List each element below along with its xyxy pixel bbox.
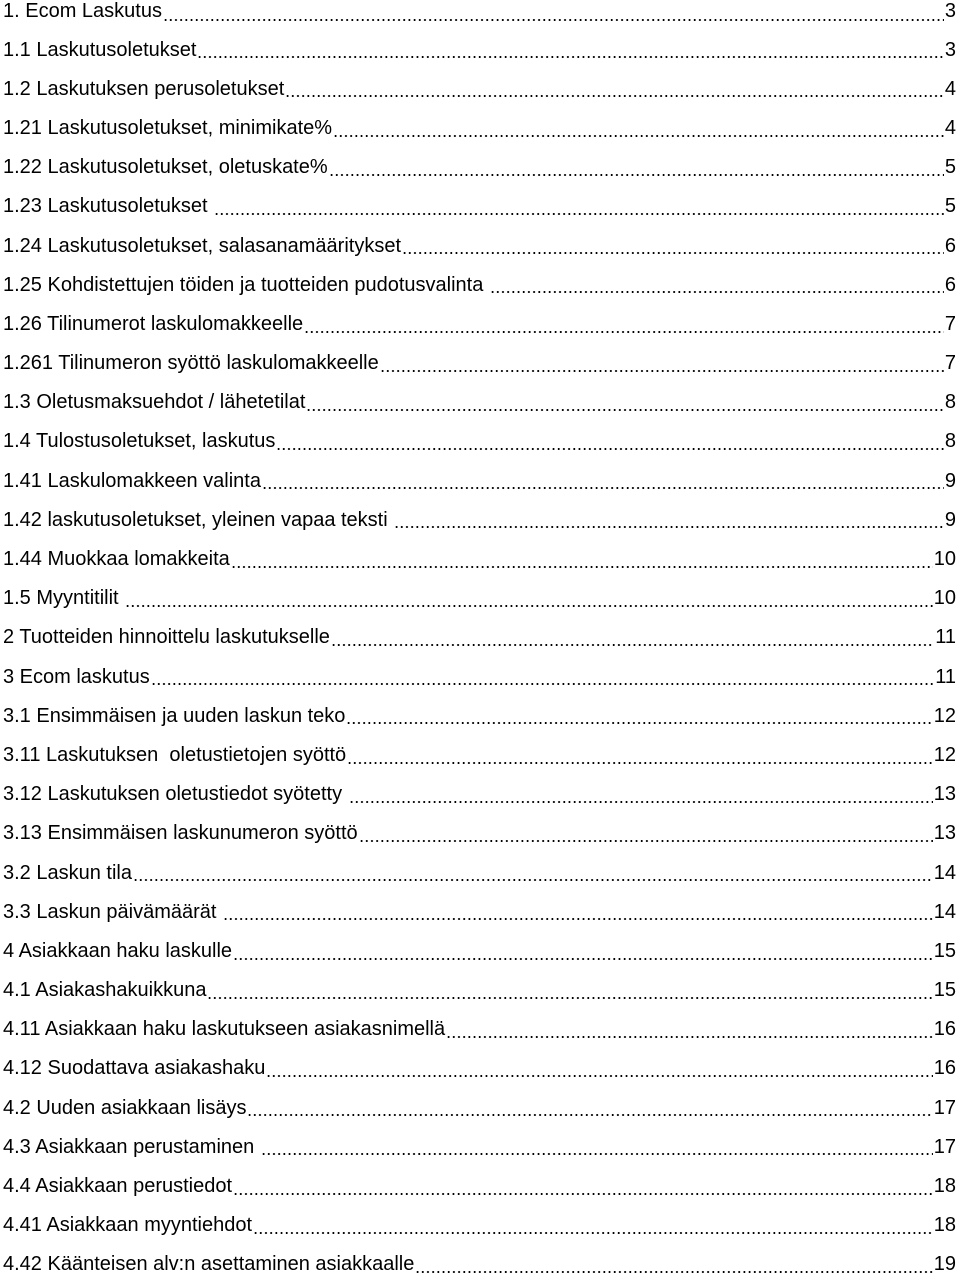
toc-entry-title[interactable]: 4.4 Asiakkaan perustiedot bbox=[3, 1175, 233, 1198]
toc-entry-page-number[interactable]: 7 bbox=[944, 352, 956, 375]
toc-entry-page-number[interactable]: 19 bbox=[933, 1253, 956, 1276]
toc-entry[interactable] bbox=[0, 226, 960, 265]
toc-dot-leader bbox=[304, 330, 944, 334]
toc-entry[interactable] bbox=[0, 735, 960, 774]
toc-entry[interactable] bbox=[0, 148, 960, 187]
toc-entry[interactable] bbox=[0, 187, 960, 226]
toc-entry-title[interactable]: 1. Ecom Laskutus bbox=[3, 0, 162, 22]
toc-entry-page-number[interactable]: 7 bbox=[944, 312, 956, 335]
toc-entry-page-number[interactable]: 16 bbox=[933, 1057, 956, 1080]
toc-entry[interactable] bbox=[0, 461, 960, 500]
toc-entry[interactable] bbox=[0, 971, 960, 1010]
toc-entry[interactable] bbox=[0, 1049, 960, 1088]
toc-entry-title[interactable]: 3.3 Laskun päivämäärät bbox=[3, 900, 223, 923]
toc-dot-leader bbox=[266, 1074, 932, 1078]
toc-dot-leader bbox=[349, 800, 933, 804]
toc-dot-leader bbox=[262, 486, 944, 490]
toc-entry-title[interactable]: 3.11 Laskutuksen oletustietojen syöttö bbox=[3, 743, 347, 766]
toc-entry[interactable] bbox=[0, 814, 960, 853]
toc-entry-title[interactable]: 4.12 Suodattava asiakashaku bbox=[3, 1057, 266, 1080]
toc-entry-title[interactable]: 1.21 Laskutusoletukset, minimikate% bbox=[3, 116, 333, 139]
toc-dot-leader bbox=[151, 682, 935, 686]
toc-entry-page-number[interactable]: 8 bbox=[944, 430, 956, 453]
toc-entry-page-number[interactable]: 18 bbox=[933, 1175, 956, 1198]
toc-dot-leader bbox=[415, 1270, 932, 1274]
toc-entry[interactable] bbox=[0, 304, 960, 343]
toc-dot-leader bbox=[207, 996, 932, 1000]
toc-dot-leader bbox=[329, 173, 944, 177]
toc-dot-leader bbox=[359, 839, 933, 843]
toc-entry-page-number[interactable]: 15 bbox=[933, 939, 956, 962]
toc-dot-leader bbox=[331, 643, 934, 647]
toc-dot-leader bbox=[253, 1231, 933, 1235]
toc-dot-leader bbox=[285, 94, 944, 98]
toc-entry-title[interactable]: 1.2 Laskutuksen perusoletukset bbox=[3, 77, 285, 100]
toc-dot-leader bbox=[276, 447, 944, 451]
toc-entry-title[interactable]: 1.261 Tilinumeron syöttö laskulomakkeelle bbox=[3, 352, 379, 375]
toc-dot-leader bbox=[394, 525, 944, 529]
toc-entry-title[interactable]: 2 Tuotteiden hinnoittelu laskutukselle bbox=[3, 626, 330, 649]
toc-entry-title[interactable]: 4.11 Asiakkaan haku laskutukseen asiakasnimellä bbox=[3, 1018, 446, 1041]
toc-dot-leader bbox=[490, 290, 944, 294]
toc-entry[interactable] bbox=[0, 69, 960, 108]
toc-entry-page-number[interactable]: 10 bbox=[933, 587, 956, 610]
toc-dot-leader bbox=[214, 212, 944, 216]
toc-entry[interactable] bbox=[0, 30, 960, 69]
toc-entry-page-number[interactable]: 5 bbox=[944, 195, 956, 218]
toc-entry-page-number[interactable]: 8 bbox=[944, 391, 956, 414]
toc-entry-title[interactable]: 1.23 Laskutusoletukset bbox=[3, 195, 214, 218]
toc-entry-page-number[interactable]: 14 bbox=[933, 900, 956, 923]
toc-entry[interactable] bbox=[0, 383, 960, 422]
toc-dot-leader bbox=[163, 18, 944, 22]
toc-entry[interactable] bbox=[0, 0, 960, 30]
toc-dot-leader bbox=[247, 1113, 932, 1117]
toc-entry[interactable] bbox=[0, 1245, 960, 1284]
toc-entry-title[interactable]: 1.4 Tulostusoletukset, laskutus bbox=[3, 430, 276, 453]
toc-entry-title[interactable]: 4.2 Uuden asiakkaan lisäys bbox=[3, 1096, 247, 1119]
toc-dot-leader bbox=[333, 134, 944, 138]
toc-entry-page-number[interactable]: 12 bbox=[933, 704, 956, 727]
toc-entry[interactable] bbox=[0, 265, 960, 304]
toc-entry[interactable] bbox=[0, 1166, 960, 1205]
toc-dot-leader bbox=[233, 1192, 933, 1196]
toc-entry-title[interactable]: 4.1 Asiakashakuikkuna bbox=[3, 979, 207, 1002]
toc-entry-title[interactable]: 1.42 laskutusoletukset, yleinen vapaa teksti bbox=[3, 508, 394, 531]
toc-entry-title[interactable]: 3.12 Laskutuksen oletustiedot syötetty bbox=[3, 783, 348, 806]
toc-entry-page-number[interactable]: 17 bbox=[933, 1135, 956, 1158]
toc-entry-page-number[interactable]: 14 bbox=[933, 861, 956, 884]
toc-dot-leader bbox=[380, 369, 944, 373]
toc-entry[interactable] bbox=[0, 539, 960, 578]
toc-entry[interactable] bbox=[0, 1010, 960, 1049]
toc-entry-title[interactable]: 4.3 Asiakkaan perustaminen bbox=[3, 1135, 260, 1158]
toc-entry[interactable] bbox=[0, 500, 960, 539]
toc-dot-leader bbox=[125, 604, 933, 608]
toc-dot-leader bbox=[346, 721, 932, 725]
toc-entry-title[interactable]: 1.1 Laskutusoletukset bbox=[3, 38, 197, 61]
toc-entry-title[interactable]: 1.44 Muokkaa lomakkeita bbox=[3, 548, 230, 571]
toc-entry[interactable] bbox=[0, 1127, 960, 1166]
toc-entry-page-number[interactable]: 13 bbox=[933, 822, 956, 845]
toc-dot-leader bbox=[261, 1152, 933, 1156]
toc-entry-title[interactable]: 3.1 Ensimmäisen ja uuden laskun teko bbox=[3, 704, 346, 727]
toc-entry-title[interactable]: 3.13 Ensimmäisen laskunumeron syöttö bbox=[3, 822, 358, 845]
toc-entry-page-number[interactable]: 6 bbox=[944, 234, 956, 257]
toc-dot-leader bbox=[402, 251, 944, 255]
toc-entry-title[interactable]: 3 Ecom laskutus bbox=[3, 665, 150, 688]
toc-entry-title[interactable]: 1.26 Tilinumerot laskulomakkeelle bbox=[3, 312, 304, 335]
toc-entry-page-number[interactable]: 12 bbox=[933, 743, 956, 766]
toc-entry-page-number[interactable]: 9 bbox=[944, 508, 956, 531]
toc-entry-page-number[interactable]: 11 bbox=[935, 626, 956, 649]
toc-entry-page-number[interactable]: 3 bbox=[944, 38, 956, 61]
toc-entry[interactable] bbox=[0, 892, 960, 931]
toc-dot-leader bbox=[347, 761, 933, 765]
toc-entry[interactable] bbox=[0, 931, 960, 970]
toc-entry-title[interactable]: 3.2 Laskun tila bbox=[3, 861, 132, 884]
toc-entry-page-number[interactable]: 4 bbox=[944, 77, 956, 100]
toc-entry[interactable] bbox=[0, 108, 960, 147]
toc-dot-leader bbox=[223, 917, 933, 921]
toc-entry-title[interactable]: 1.25 Kohdistettujen töiden ja tuotteiden pudotusvalinta bbox=[3, 273, 489, 296]
toc-entry-title[interactable]: 4.41 Asiakkaan myyntiehdot bbox=[3, 1214, 253, 1237]
toc-entry-title[interactable]: 1.22 Laskutusoletukset, oletuskate% bbox=[3, 156, 328, 179]
toc-entry-title[interactable]: 1.5 Myyntitilit bbox=[3, 587, 125, 610]
toc-entry[interactable] bbox=[0, 1088, 960, 1127]
toc-dot-leader bbox=[197, 55, 943, 59]
toc-entry-page-number[interactable]: 18 bbox=[933, 1214, 956, 1237]
toc-entry[interactable] bbox=[0, 696, 960, 735]
toc-entry-page-number[interactable]: 3 bbox=[944, 0, 956, 22]
toc-dot-leader bbox=[233, 957, 933, 961]
toc-entry-page-number[interactable]: 15 bbox=[933, 979, 956, 1002]
toc-entry-page-number[interactable]: 4 bbox=[944, 116, 956, 139]
toc-entry[interactable] bbox=[0, 657, 960, 696]
toc-entry-title[interactable]: 1.24 Laskutusoletukset, salasanamääritykset bbox=[3, 234, 401, 257]
toc-dot-leader bbox=[231, 565, 933, 569]
toc-entry[interactable] bbox=[0, 1206, 960, 1245]
toc-entry-page-number[interactable]: 6 bbox=[944, 273, 956, 296]
toc-entry-title[interactable]: 1.3 Oletusmaksuehdot / lähetetilat bbox=[3, 391, 306, 414]
toc-entry-page-number[interactable]: 16 bbox=[933, 1018, 956, 1041]
toc-entry-page-number[interactable]: 5 bbox=[944, 156, 956, 179]
toc-entry[interactable] bbox=[0, 775, 960, 814]
toc-entry-title[interactable]: 4 Asiakkaan haku laskulle bbox=[3, 939, 233, 962]
toc-dot-leader bbox=[306, 408, 943, 412]
toc-entry-page-number[interactable]: 17 bbox=[933, 1096, 956, 1119]
toc-entry[interactable] bbox=[0, 422, 960, 461]
toc-entry-page-number[interactable]: 13 bbox=[933, 783, 956, 806]
toc-entry-page-number[interactable]: 11 bbox=[935, 665, 956, 688]
toc-dot-leader bbox=[133, 878, 933, 882]
toc-entry[interactable] bbox=[0, 618, 960, 657]
toc-entry-title[interactable]: 4.42 Käänteisen alv:n asettaminen asiakkaalle bbox=[3, 1253, 415, 1276]
toc-entry[interactable] bbox=[0, 853, 960, 892]
toc-entry-page-number[interactable]: 9 bbox=[944, 469, 956, 492]
toc-dot-leader bbox=[446, 1035, 933, 1039]
toc-entry[interactable] bbox=[0, 344, 960, 383]
toc-entry[interactable] bbox=[0, 579, 960, 618]
toc-entry-page-number[interactable]: 10 bbox=[933, 548, 956, 571]
toc-entry-title[interactable]: 1.41 Laskulomakkeen valinta bbox=[3, 469, 261, 492]
